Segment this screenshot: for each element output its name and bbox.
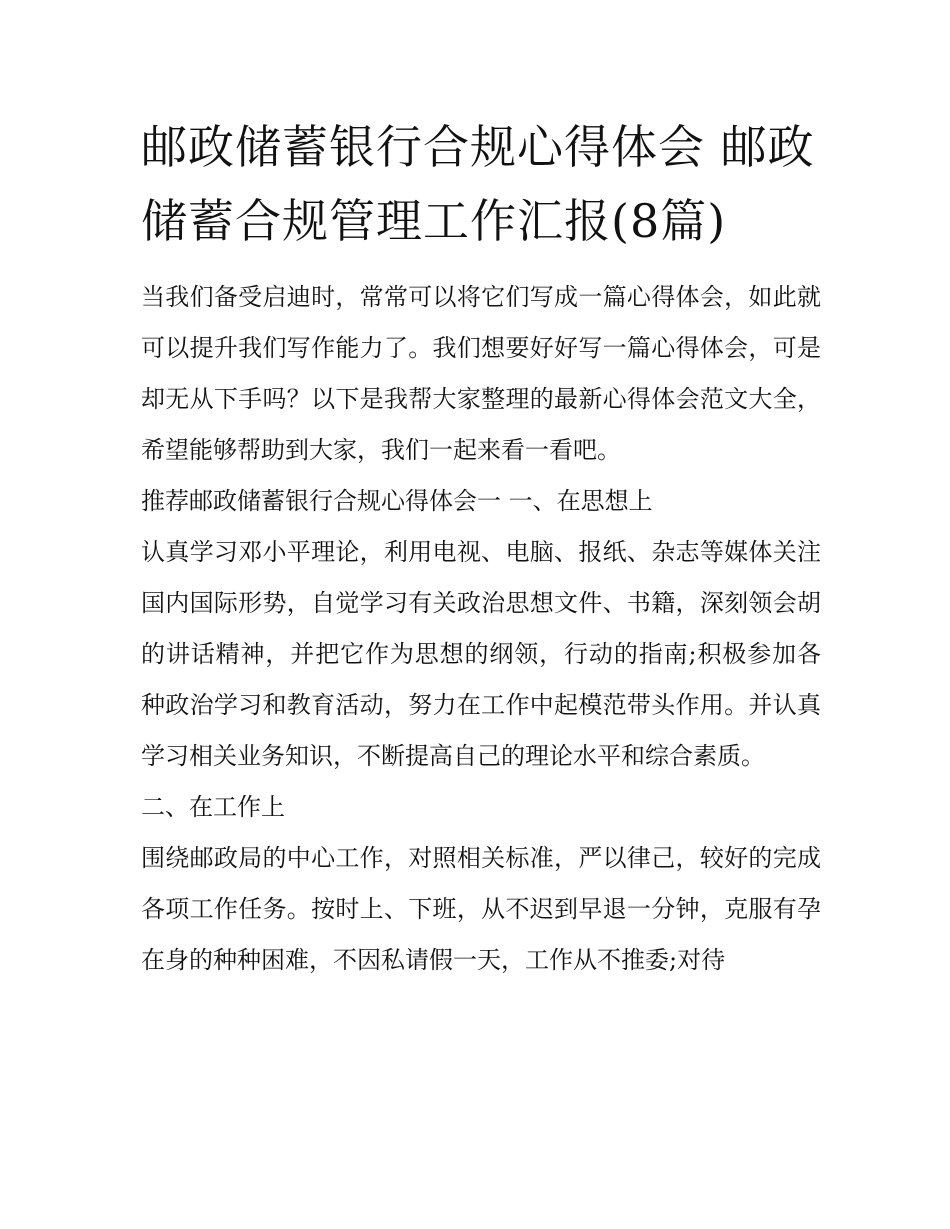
document-title: 邮政储蓄银行合规心得体会 邮政储蓄合规管理工作汇报(8篇) xyxy=(141,120,815,248)
document-body xyxy=(141,272,821,986)
document-page xyxy=(141,110,821,986)
paragraph-heading-1: 推荐邮政储蓄银行合规心得体会一 一、在思想上 xyxy=(141,487,653,515)
paragraph-work: 围绕邮政局的中心工作，对照相关标准，严以律己，较好的完成各项工作任务。按时上、下班，从不迟到早退一分钟，克服有孕在身的种种困难，不因私请假一天，工作从不推委;对待 xyxy=(141,844,821,974)
paragraph-thought: 认真学习邓小平理论，利用电视、电脑、报纸、杂志等媒体关注国内国际形势，自觉学习有关政治思想文件、书籍，深刻领会胡的讲话精神，并把它作为思想的纲领，行动的指南;积极参加各种政治学习和教育活动，努力在工作中起模范带头作用。并认真学习相关业务知识，不断提高自己的理论水平和综合素质。 xyxy=(141,538,821,770)
paragraph-heading-2: 二、在工作上 xyxy=(141,793,285,821)
paragraph-intro: 当我们备受启迪时，常常可以将它们写成一篇心得体会，如此就可以提升我们写作能力了。我们想要好好写一篇心得体会，可是却无从下手吗？以下是我帮大家整理的最新心得体会范文大全，希望能够帮助到大家，我们一起来看一看吧。 xyxy=(141,283,821,464)
